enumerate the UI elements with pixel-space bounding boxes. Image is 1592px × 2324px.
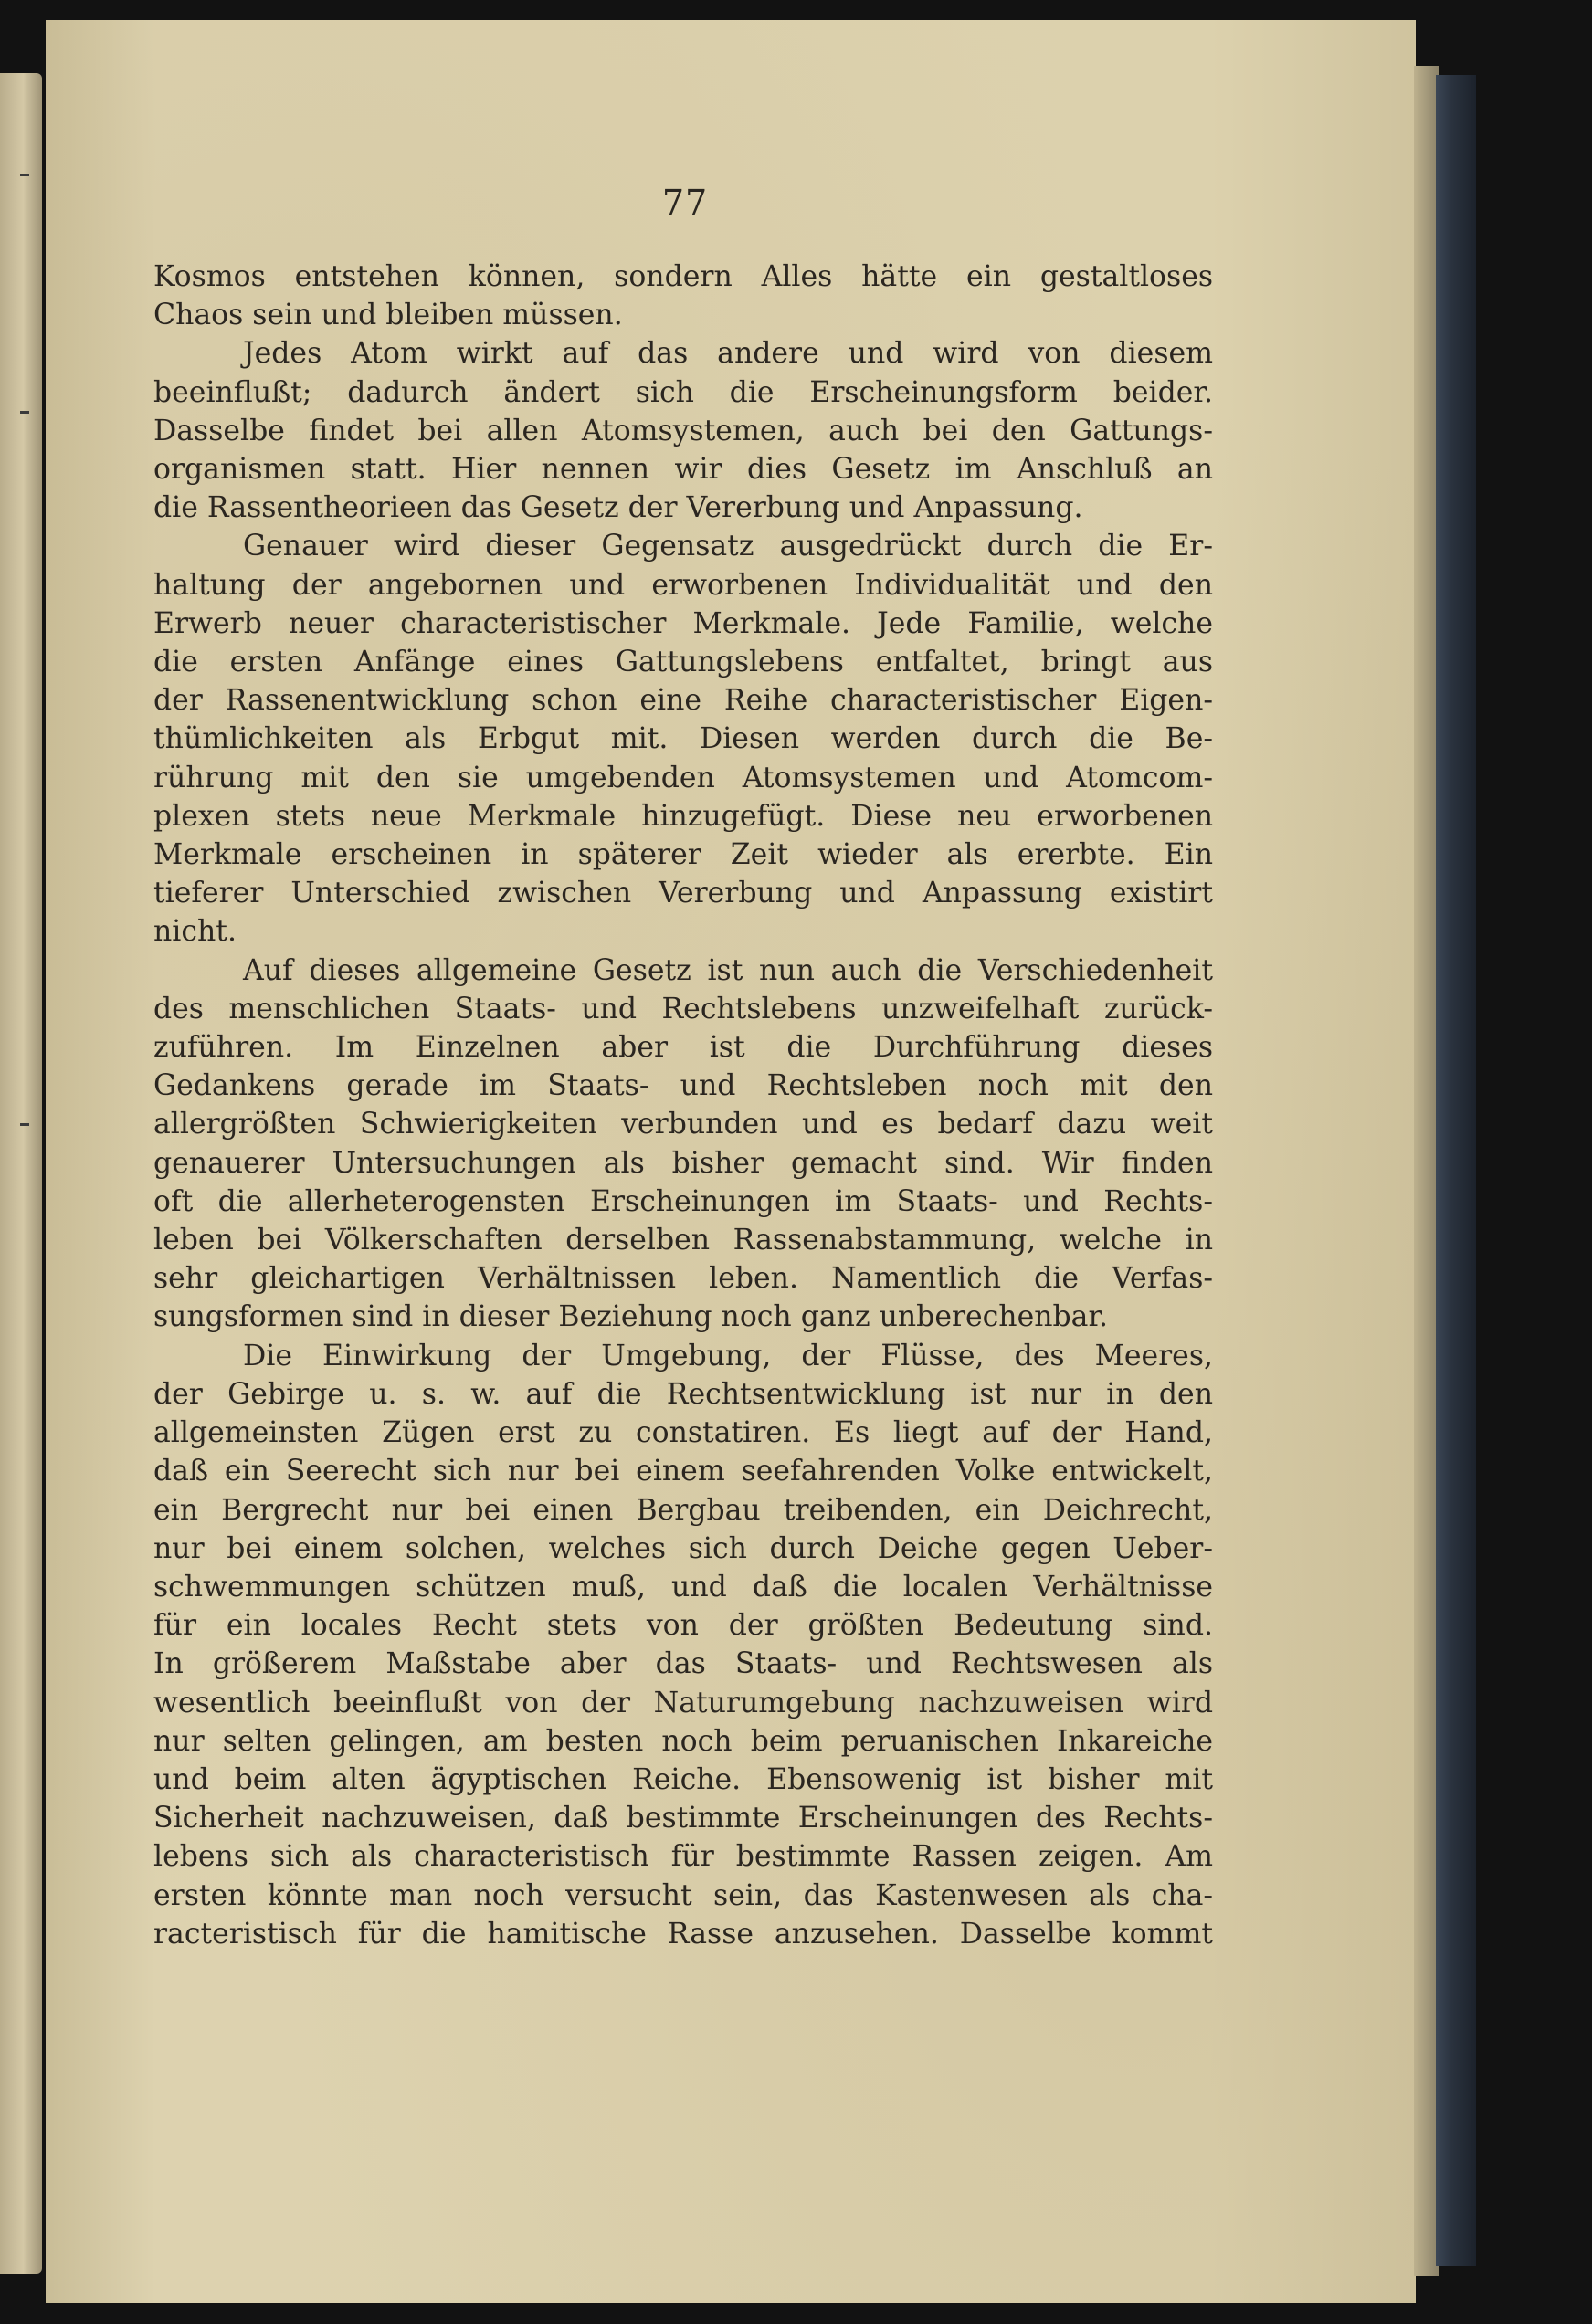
text-line: tieferer Unterschied zwischen Vererbung und Anpassung existirt [153,877,1213,910]
text-line: Gedankens gerade im Staats- und Rechtsleben noch mit den [153,1069,1213,1103]
text-line: zuführen. Im Einzelnen aber ist die Durchführung dieses [153,1031,1213,1065]
text-line: racteristisch für die hamitische Rasse anzusehen. Dasselbe kommt [153,1917,1213,1951]
text-line: thümlichkeiten als Erbgut mit. Diesen werden durch die Be- [153,722,1213,756]
text-line: ersten könnte man noch versucht sein, das Kastenwesen als cha- [153,1878,1213,1912]
body-text [153,258,1213,1953]
text-line: In größerem Maßstabe aber das Staats- und Rechtswesen als [153,1647,1213,1681]
text-line: plexen stets neue Merkmale hinzugefügt. Diese neu erworbenen [153,799,1213,833]
text-line: Auf dieses allgemeine Gesetz ist nun auch die Verschiedenheit [243,953,1213,987]
text-line: die ersten Anfänge eines Gattungslebens entfaltet, bringt aus [153,646,1213,679]
paragraph [153,527,1213,951]
page-edge-mark [20,174,29,176]
book-cover [1436,75,1476,2266]
text-line: der Gebirge u. s. w. auf die Rechtsentwicklung ist nur in den [153,1377,1213,1411]
text-line: organismen statt. Hier nennen wir dies Gesetz im Anschluß an [153,453,1213,487]
text-line: Chaos sein und bleiben müssen. [153,299,623,332]
text-line: Jedes Atom wirkt auf das andere und wird von diesem [243,337,1213,371]
text-line: oft die allerheterogensten Erscheinungen im Staats- und Rechts- [153,1184,1213,1218]
text-line: leben bei Völkerschaften derselben Rassenabstammung, welche in [153,1224,1213,1257]
text-line: und beim alten ägyptischen Reiche. Ebensowenig ist bisher mit [153,1762,1213,1796]
page-number: 77 [661,183,709,223]
paragraph [153,334,1213,527]
text-line: Genauer wird dieser Gegensatz ausgedrückt durch die Er- [243,530,1213,563]
text-line: genauerer Untersuchungen als bisher gemacht sind. Wir finden [153,1146,1213,1180]
text-line: nur selten gelingen, am besten noch beim peruanischen Inkareiche [153,1724,1213,1758]
text-line: daß ein Seerecht sich nur bei einem seefahrenden Volke entwickelt, [153,1455,1213,1488]
paragraph [153,1337,1213,1953]
page-edge-mark [20,1123,29,1126]
text-line: haltung der angebornen und erworbenen Individualität und den [153,568,1213,602]
text-line: sungsformen sind in dieser Beziehung noch ganz unberechenbar. [153,1300,1109,1334]
text-line: allergrößten Schwierigkeiten verbunden und es bedarf dazu weit [153,1108,1213,1141]
text-line: schwemmungen schützen muß, und daß die localen Verhältnisse [153,1570,1213,1604]
text-line: beeinflußt; dadurch ändert sich die Erscheinungsform beider. [153,375,1213,409]
paragraph [153,258,1213,334]
text-line: der Rassenentwicklung schon eine Reihe characteristischer Eigen- [153,684,1213,718]
text-line: Merkmale erscheinen in späterer Zeit wieder als ererbte. Ein [153,838,1213,872]
text-line: Kosmos entstehen können, sondern Alles hätte ein gestaltloses [153,260,1213,293]
text-line: lebens sich als characteristisch für bestimmte Rassen zeigen. Am [153,1840,1213,1874]
text-line: Erwerb neuer characteristischer Merkmale. Jede Familie, welche [153,606,1213,640]
text-line: rührung mit den sie umgebenden Atomsystemen und Atomcom- [153,761,1213,794]
text-line: ein Bergrecht nur bei einen Bergbau treibenden, ein Deichrecht, [153,1493,1213,1527]
text-line: Die Einwirkung der Umgebung, der Flüsse, des Meeres, [243,1339,1213,1372]
text-line: nicht. [153,915,237,949]
paragraph [153,952,1213,1337]
page-edge-mark [20,411,29,414]
text-line: wesentlich beeinflußt von der Naturumgebung nachzuweisen wird [153,1686,1213,1719]
text-line: allgemeinsten Zügen erst zu constatiren. Es liegt auf der Hand, [153,1416,1213,1450]
text-line: für ein locales Recht stets von der größten Bedeutung sind. [153,1609,1213,1643]
text-line: Dasselbe findet bei allen Atomsystemen, auch bei den Gattungs- [153,414,1213,447]
text-line: die Rassentheorieen das Gesetz der Vererbung und Anpassung. [153,491,1083,525]
text-line: des menschlichen Staats- und Rechtslebens unzweifelhaft zurück- [153,992,1213,1025]
text-line: Sicherheit nachzuweisen, daß bestimmte Erscheinungen des Rechts- [153,1802,1213,1835]
left-page-edge [0,73,42,2274]
text-line: sehr gleichartigen Verhältnissen leben. Namentlich die Verfas- [153,1262,1213,1296]
text-line: nur bei einem solchen, welches sich durch Deiche gegen Ueber- [153,1531,1213,1565]
